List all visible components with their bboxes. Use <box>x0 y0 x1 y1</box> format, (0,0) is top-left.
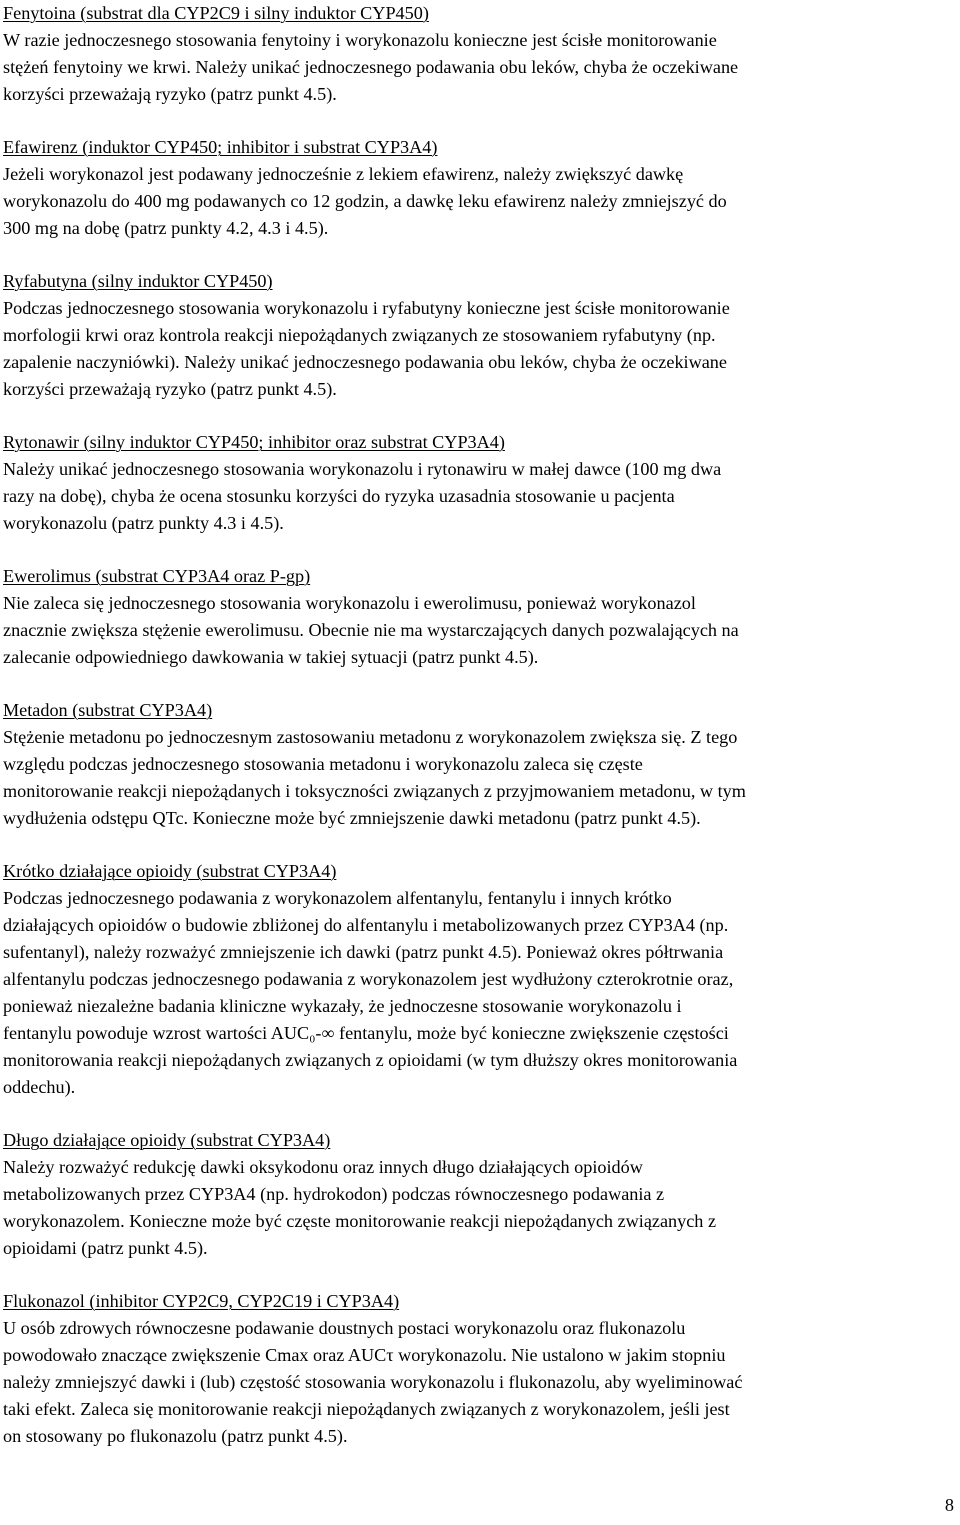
paragraph-line: Nie zaleca się jednoczesnego stosowania worykonazolu i ewerolimusu, ponieważ worykonazol <box>3 593 696 613</box>
paragraph-line: działających opioidów o budowie zbliżonej do alfentanylu i metabolizowanych przez CYP3A4 (np. <box>3 915 729 935</box>
paragraph-line: oddechu). <box>3 1077 76 1097</box>
section-metadon <box>3 697 955 832</box>
paragraph-line: 300 mg na dobę (patrz punkty 4.2, 4.3 i 4.5). <box>3 218 329 238</box>
paragraph-line: U osób zdrowych równoczesne podawanie doustnych postaci worykonazolu oraz flukonazolu <box>3 1318 686 1338</box>
paragraph-line: Podczas jednoczesnego podawania z worykonazolem alfentanylu, fentanylu i innych krótko <box>3 888 672 908</box>
paragraph-line: on stosowany po flukonazolu (patrz punkt 4.5). <box>3 1426 348 1446</box>
paragraph-line: alfentanylu podczas jednoczesnego podawania z worykonazolem jest wydłużony czterokrotnie oraz, <box>3 969 734 989</box>
paragraph-line: zalecanie odpowiedniego dawkowania w takiej sytuacji (patrz punkt 4.5). <box>3 647 539 667</box>
section-heading: Metadon (substrat CYP3A4) <box>3 700 213 720</box>
paragraph-line: należy zmniejszyć dawki i (lub) częstość stosowania worykonazolu i flukonazolu, aby wyeliminować <box>3 1372 743 1392</box>
paragraph-line: korzyści przeważają ryzyko (patrz punkt 4.5). <box>3 84 337 104</box>
section-krotko-dzialajace-opioidy <box>3 858 955 1101</box>
paragraph-line: ponieważ niezależne badania kliniczne wykazały, że jednoczesne stosowanie worykonazolu i <box>3 996 682 1016</box>
section-ewerolimus <box>3 563 955 671</box>
paragraph-line: worykonazolu (patrz punkty 4.3 i 4.5). <box>3 513 284 533</box>
section-heading: Długo działające opioidy (substrat CYP3A4) <box>3 1130 331 1150</box>
document-page <box>3 0 955 1476</box>
paragraph-line: zapalenie naczyniówki). Należy unikać jednoczesnego podawania obu leków, chyba że oczekiwane <box>3 352 727 372</box>
paragraph-line: Stężenie metadonu po jednoczesnym zastosowaniu metadonu z worykonazolem zwiększa się. Z tego <box>3 727 738 747</box>
paragraph-line: znacznie zwiększa stężenie ewerolimusu. Obecnie nie ma wystarczających danych pozwalających na <box>3 620 739 640</box>
paragraph-line: W razie jednoczesnego stosowania fenytoiny i worykonazolu konieczne jest ścisłe monitorowanie <box>3 30 717 50</box>
section-heading: Ryfabutyna (silny induktor CYP450) <box>3 271 273 291</box>
paragraph-line: sufentanyl), należy rozważyć zmniejszenie ich dawki (patrz punkt 4.5). Ponieważ okres półtrwania <box>3 942 724 962</box>
paragraph-line: korzyści przeważają ryzyko (patrz punkt 4.5). <box>3 379 337 399</box>
paragraph-line: powodowało znaczące zwiększenie Cmax oraz AUCτ worykonazolu. Nie ustalono w jakim stopniu <box>3 1345 726 1365</box>
paragraph-line: Należy unikać jednoczesnego stosowania worykonazolu i rytonawiru w małej dawce (100 mg dwa <box>3 459 722 479</box>
paragraph-line: worykonazolem. Konieczne może być częste monitorowanie reakcji niepożądanych związanych z <box>3 1211 717 1231</box>
section-fenytoina <box>3 0 955 108</box>
paragraph-line: wydłużenia odstępu QTc. Konieczne może być zmniejszenie dawki metadonu (patrz punkt 4.5). <box>3 808 701 828</box>
section-heading: Efawirenz (induktor CYP450; inhibitor i substrat CYP3A4) <box>3 137 438 157</box>
section-rytonawir <box>3 429 955 537</box>
section-heading: Rytonawir (silny induktor CYP450; inhibitor oraz substrat CYP3A4) <box>3 432 505 452</box>
paragraph-line: metabolizowanych przez CYP3A4 (np. hydrokodon) podczas równoczesnego podawania z <box>3 1184 665 1204</box>
section-dlugo-dzialajace-opioidy <box>3 1127 955 1262</box>
paragraph-line: Należy rozważyć redukcję dawki oksykodonu oraz innych długo działających opioidów <box>3 1157 643 1177</box>
paragraph-line: opioidami (patrz punkt 4.5). <box>3 1238 208 1258</box>
paragraph-line: fentanylu powoduje wzrost wartości AUC₀-∞ fentanylu, może być konieczne zwiększenie częstości <box>3 1023 729 1043</box>
paragraph-line: Podczas jednoczesnego stosowania worykonazolu i ryfabutyny konieczne jest ścisłe monitorowanie <box>3 298 730 318</box>
section-heading: Ewerolimus (substrat CYP3A4 oraz P-gp) <box>3 566 311 586</box>
paragraph-line: względu podczas jednoczesnego stosowania metadonu i worykonazolu zaleca się częste <box>3 754 643 774</box>
paragraph-line: monitorowanie reakcji niepożądanych i toksyczności związanych z przyjmowaniem metadonu, w tym <box>3 781 746 801</box>
paragraph-line: Jeżeli worykonazol jest podawany jednocześnie z lekiem efawirenz, należy zwiększyć dawkę <box>3 164 684 184</box>
section-flukonazol <box>3 1288 955 1450</box>
paragraph-line: morfologii krwi oraz kontrola reakcji niepożądanych związanych ze stosowaniem ryfabutyny (np. <box>3 325 716 345</box>
section-heading: Krótko działające opioidy (substrat CYP3A4) <box>3 861 337 881</box>
paragraph-line: razy na dobę), chyba że ocena stosunku korzyści do ryzyka uzasadnia stosowanie u pacjenta <box>3 486 675 506</box>
section-heading: Flukonazol (inhibitor CYP2C9, CYP2C19 i CYP3A4) <box>3 1291 400 1311</box>
page-number: 8 <box>944 1495 954 1515</box>
paragraph-line: taki efekt. Zaleca się monitorowanie reakcji niepożądanych związanych z worykonazolem, jeśli jest <box>3 1399 730 1419</box>
paragraph-line: monitorowania reakcji niepożądanych związanych z opioidami (w tym dłuższy okres monitorowania <box>3 1050 738 1070</box>
paragraph-line: worykonazolu do 400 mg podawanych co 12 godzin, a dawkę leku efawirenz należy zmniejszyć do <box>3 191 727 211</box>
section-efawirenz <box>3 134 955 242</box>
section-ryfabutyna <box>3 268 955 403</box>
paragraph-line: stężeń fenytoiny we krwi. Należy unikać jednoczesnego podawania obu leków, chyba że oczekiwane <box>3 57 739 77</box>
section-heading: Fenytoina (substrat dla CYP2C9 i silny induktor CYP450) <box>3 3 429 23</box>
